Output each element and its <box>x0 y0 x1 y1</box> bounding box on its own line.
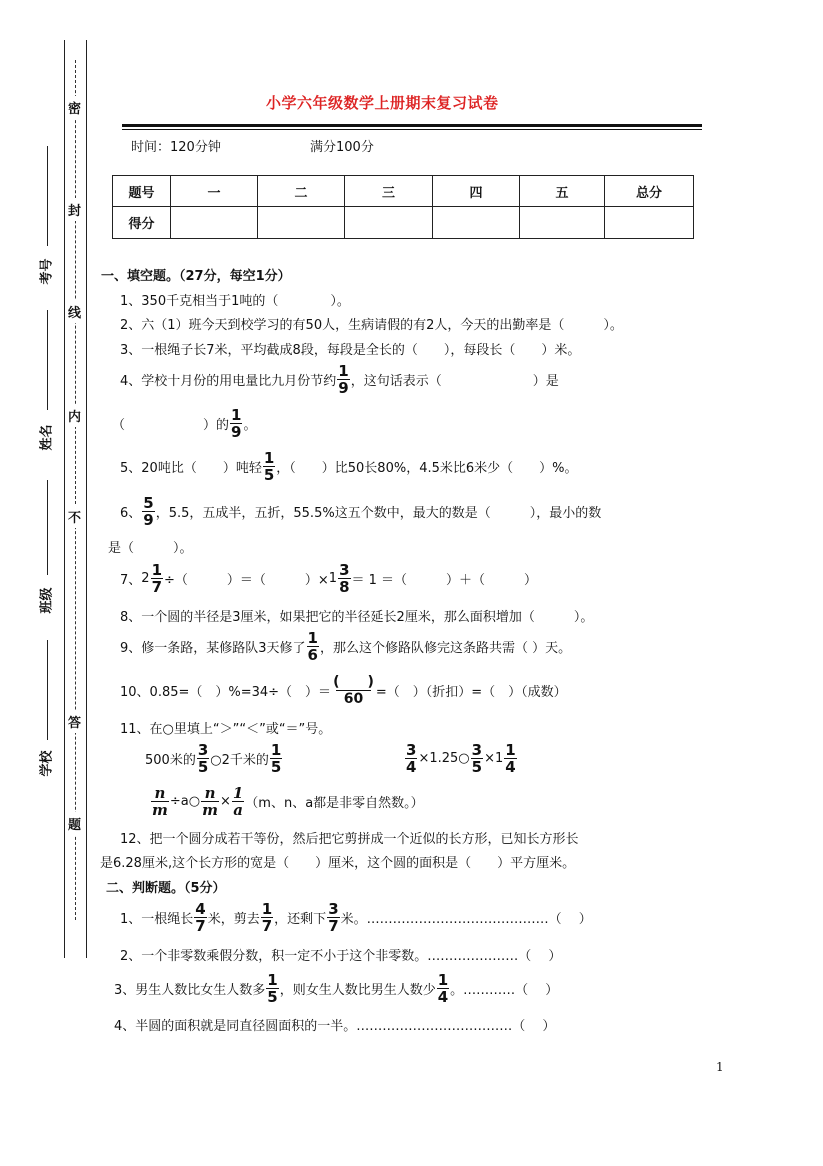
fraction <box>338 562 350 595</box>
question-text: 6、 <box>120 506 142 521</box>
judge-1 <box>120 901 592 934</box>
fraction <box>266 972 278 1005</box>
numerator: n <box>154 784 166 802</box>
question-text: ，5.5，五成半，五折，55.5%这五个数中，最大的数是（ ），最小的数 <box>155 506 602 521</box>
section-heading-true-false: 二、判断题。（5分） <box>106 881 226 896</box>
numerator: 1 <box>232 784 244 802</box>
fraction <box>197 742 209 775</box>
question-text: 1、一根绳长 <box>120 912 194 927</box>
denominator: 7 <box>328 917 339 935</box>
judge-3 <box>114 972 558 1005</box>
field-label-school: 学校 <box>39 750 55 777</box>
denominator: 8 <box>339 578 350 596</box>
score-header-cell: 一 <box>171 176 258 207</box>
section-heading-fill-blank: 一、填空题。（27分，每空1分） <box>101 269 291 284</box>
judge-4 <box>114 1015 555 1034</box>
numerator: 3 <box>197 741 209 759</box>
question-10 <box>120 674 567 707</box>
fraction <box>151 785 169 818</box>
question-3 <box>120 339 580 358</box>
question-text: 12、把一个圆分成若干等份，然后把它剪拼成一个近似的长方形，已知长方形长 <box>120 832 579 847</box>
numerator: 1 <box>505 741 516 759</box>
question-2 <box>120 314 623 333</box>
score-row-label: 得分 <box>113 207 171 239</box>
question-9 <box>120 630 571 663</box>
question-text: 4、学校十月份的用电量比九月份节约 <box>120 374 337 389</box>
fraction <box>194 901 206 934</box>
fraction <box>263 450 275 483</box>
question-text: 7、 <box>120 573 142 588</box>
fraction <box>405 742 417 775</box>
field-label-exam-number: 考号 <box>39 258 55 285</box>
field-line-name <box>47 310 48 410</box>
question-5 <box>120 450 578 483</box>
seal-char: 不 <box>68 505 81 528</box>
question-11-row-1-left <box>145 742 283 775</box>
score-cell[interactable] <box>345 207 433 239</box>
numerator: 5 <box>143 494 154 512</box>
title-rule-thick <box>122 124 702 127</box>
question-text: （m、n、a都是非零自然数。） <box>245 796 424 811</box>
question-text: ，则女生人数比男生人数少 <box>279 983 436 998</box>
fraction <box>142 495 154 528</box>
fraction <box>437 972 449 1005</box>
question-text: 8、一个圆的半径是3厘米，如果把它的半径延长2厘米，那么面积增加（ ）。 <box>120 610 594 625</box>
numerator: 1 <box>151 561 162 579</box>
seal-char: 封 <box>68 198 81 221</box>
score-header-cell: 二 <box>258 176 345 207</box>
fraction <box>307 630 319 663</box>
fraction <box>232 785 244 818</box>
seal-char: 密 <box>68 96 81 119</box>
question-text: 米。……………………………………（ ） <box>340 912 592 927</box>
question-1 <box>120 290 350 309</box>
question-8 <box>120 606 593 625</box>
denominator: 7 <box>261 917 273 935</box>
question-text: 5、20吨比（ ）吨轻 <box>120 461 262 476</box>
denominator: 9 <box>338 379 349 397</box>
mixed-number-integer: 1 <box>328 571 338 586</box>
score-header-cell: 总分 <box>605 176 694 207</box>
numerator: 1 <box>307 629 318 647</box>
denominator: 7 <box>195 917 206 935</box>
question-text: 2、一个非零数乘假分数，积一定不小于这个非零数。…………………（ ） <box>120 949 562 964</box>
numerator: 1 <box>267 971 278 989</box>
denominator: 9 <box>143 511 154 529</box>
question-text: ，还剩下 <box>274 912 327 927</box>
fraction <box>230 407 242 440</box>
score-cell[interactable] <box>605 207 694 239</box>
question-6-continued <box>108 537 193 556</box>
question-text: 。…………（ ） <box>450 983 559 998</box>
question-text: ○2千米的 <box>210 753 269 768</box>
denominator: m <box>202 801 218 819</box>
fraction <box>201 785 219 818</box>
fraction <box>327 901 339 934</box>
question-text: 3、一根绳子长7米，平均截成8段，每段是全长的（ ），每段长（ ）米。 <box>120 343 581 358</box>
seal-char: 题 <box>68 812 81 835</box>
fraction <box>332 674 375 707</box>
question-11 <box>120 718 331 737</box>
question-text: ×1 <box>484 751 504 766</box>
fraction <box>337 363 349 396</box>
denominator: 4 <box>406 758 417 776</box>
question-text: 米，剪去 <box>207 912 260 927</box>
field-line-school <box>47 640 48 740</box>
field-label-name: 姓名 <box>39 424 55 451</box>
question-text: ÷a○ <box>169 794 201 809</box>
question-text: ＝ 1 ＝（ ）＋（ ） <box>351 573 538 588</box>
page-title: 小学六年级数学上册期末复习试卷 <box>266 94 499 112</box>
margin-line-outer <box>64 40 65 958</box>
denominator: 5 <box>471 758 483 776</box>
question-text: ÷（ ）＝（ ）× <box>164 573 329 588</box>
numerator: 1 <box>261 900 273 918</box>
question-text: 10、0.85=（ ）%=34÷（ ）＝ <box>120 685 332 700</box>
fraction <box>151 562 163 595</box>
question-text: ，这句话表示（ ）是 <box>350 374 559 389</box>
denominator: 4 <box>505 758 516 776</box>
question-11-row-2 <box>150 785 424 818</box>
question-text: 是6.28厘米,这个长方形的宽是（ ）厘米，这个圆的面积是（ ）平方厘米。 <box>100 856 576 871</box>
seal-char: 线 <box>68 300 81 323</box>
numerator: 3 <box>471 741 483 759</box>
question-7 <box>120 562 537 595</box>
numerator: 3 <box>339 561 350 579</box>
score-header-cell: 四 <box>433 176 520 207</box>
denominator: 7 <box>151 578 162 596</box>
numerator: n <box>204 784 216 802</box>
question-text: × <box>219 794 231 809</box>
numerator: ( ) <box>333 674 374 690</box>
question-text: 4、半圆的面积就是同直径圆面积的一半。………………………………（ ） <box>114 1019 556 1034</box>
numerator: 1 <box>437 971 449 989</box>
question-text: 是（ ）。 <box>108 541 193 556</box>
numerator: 1 <box>338 362 349 380</box>
score-header-cell: 题号 <box>113 176 171 207</box>
title-rule-thin <box>122 129 702 130</box>
denominator: 60 <box>336 690 371 707</box>
question-text: ×1.25○ <box>418 751 470 766</box>
numerator: 1 <box>231 406 242 424</box>
seal-dashed-line <box>75 60 76 920</box>
question-text: （ ）的 <box>112 418 230 433</box>
seal-char: 内 <box>68 404 81 427</box>
field-line-class <box>47 480 48 575</box>
question-text: 9、修一条路，某修路队3天修了 <box>120 641 306 656</box>
fraction <box>261 901 273 934</box>
seal-char: 答 <box>68 710 81 733</box>
fraction <box>504 742 516 775</box>
question-text: ，（ ）比50长80%，4.5米比6米少（ ）%。 <box>276 461 578 476</box>
question-text: 。 <box>243 418 257 433</box>
numerator: 4 <box>195 900 206 918</box>
score-header-cell: 三 <box>345 176 433 207</box>
question-text: 500米的 <box>145 753 196 768</box>
question-12 <box>120 828 579 847</box>
question-text: =（ ）（折扣）=（ ）（成数） <box>375 685 567 700</box>
fraction <box>270 742 282 775</box>
question-12-continued <box>100 852 575 871</box>
denominator: 4 <box>437 988 449 1006</box>
question-11-row-1-right <box>404 742 518 775</box>
question-text: 11、在○里填上“＞”“＜”或“＝”号。 <box>120 722 332 737</box>
field-line-exam-number <box>47 146 48 246</box>
question-4-continued <box>112 407 256 440</box>
score-cell[interactable] <box>258 207 345 239</box>
score-cell[interactable] <box>433 207 520 239</box>
full-score: 满分100分 <box>310 140 374 155</box>
fraction <box>471 742 483 775</box>
numerator: 3 <box>328 900 339 918</box>
score-table <box>112 175 694 239</box>
judge-2 <box>120 945 561 964</box>
score-header-cell: 五 <box>520 176 605 207</box>
question-text: 2、六（1）班今天到校学习的有50人，生病请假的有2人，今天的出勤率是（ ）。 <box>120 318 623 333</box>
question-text: 1、350千克相当于1吨的（ ）。 <box>120 294 350 309</box>
denominator: 9 <box>231 423 242 441</box>
denominator: 5 <box>197 758 209 776</box>
question-text: ，那么这个修路队修完这条路共需（ ）天。 <box>319 641 572 656</box>
denominator: a <box>233 801 243 819</box>
page-number: 1 <box>716 1060 724 1074</box>
denominator: 5 <box>270 758 282 776</box>
exam-time: 时间：120分钟 <box>131 140 221 155</box>
denominator: 5 <box>263 466 275 484</box>
field-label-class: 班级 <box>39 587 55 614</box>
question-text: 3、男生人数比女生人数多 <box>114 983 266 998</box>
denominator: m <box>152 801 168 819</box>
margin-line-inner <box>86 40 87 958</box>
score-cell[interactable] <box>171 207 258 239</box>
numerator: 3 <box>406 741 417 759</box>
numerator: 1 <box>270 741 282 759</box>
numerator: 1 <box>263 449 275 467</box>
question-6 <box>120 495 601 528</box>
question-4 <box>120 363 559 396</box>
mixed-number-integer: 2 <box>141 571 150 586</box>
denominator: 5 <box>267 988 278 1006</box>
denominator: 6 <box>307 646 318 664</box>
score-cell[interactable] <box>520 207 605 239</box>
